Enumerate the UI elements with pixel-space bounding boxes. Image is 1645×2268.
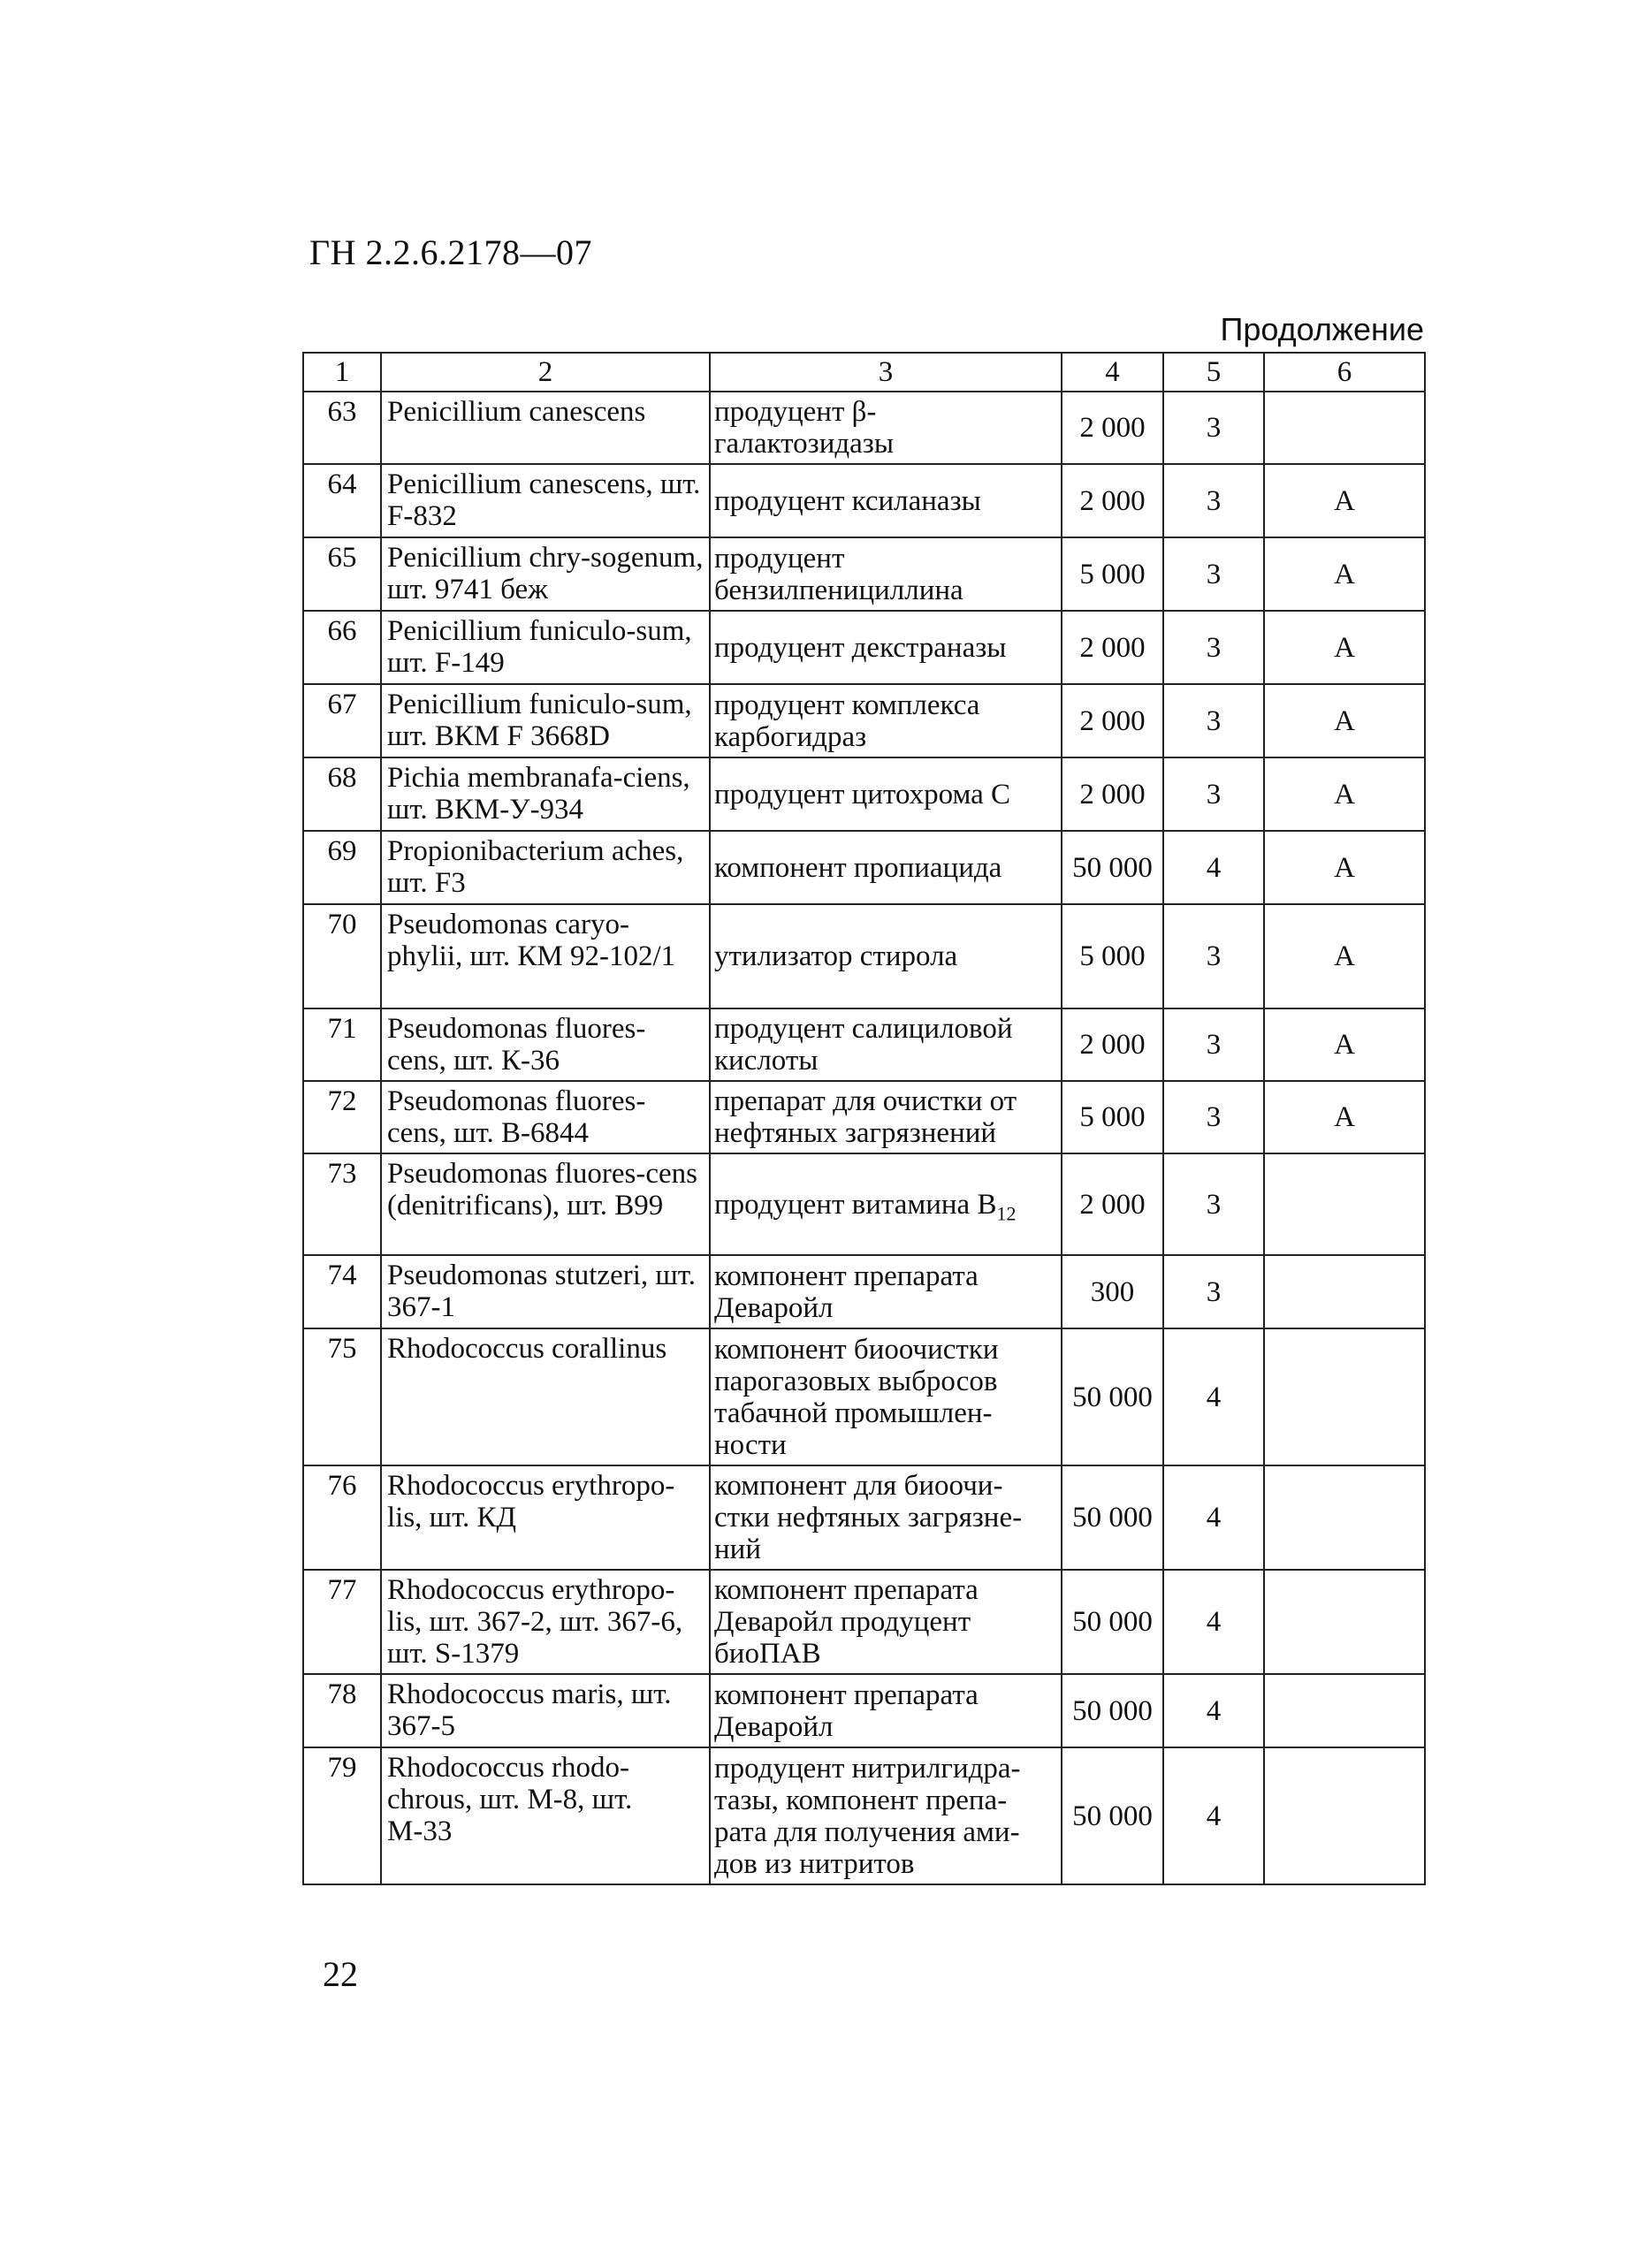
mark-cell: А: [1264, 464, 1425, 537]
value-cell: 5 000: [1062, 1081, 1163, 1153]
class-cell: 3: [1163, 684, 1264, 757]
class-cell: 4: [1163, 1465, 1264, 1570]
value-cell: 2 000: [1062, 684, 1163, 757]
organism-purpose: продуцент салициловой кислоты: [710, 1008, 1062, 1081]
class-cell: 3: [1163, 611, 1264, 684]
class-cell: 3: [1163, 757, 1264, 831]
organism-name: Pseudomonas fluores-cens (denitrificans), шт. B99: [381, 1153, 710, 1255]
mark-cell: А: [1264, 1081, 1425, 1153]
organism-purpose: продуцент декстраназы: [710, 611, 1062, 684]
class-cell: 4: [1163, 1328, 1264, 1465]
organism-name: Penicillium funiculo-sum, шт. ВКМ F 3668D: [381, 684, 710, 757]
class-cell: 3: [1163, 1008, 1264, 1081]
value-cell: 2 000: [1062, 464, 1163, 537]
organism-name: Rhodococcus erythropo-lis, шт. КД: [381, 1465, 710, 1570]
continuation-label: Продолжение: [1220, 311, 1424, 347]
organism-name: Penicillium canescens: [381, 392, 710, 464]
organism-name: Penicillium funiculo-sum, шт. F-149: [381, 611, 710, 684]
table-row: [303, 1008, 1425, 1081]
row-number: 71: [303, 1008, 381, 1081]
organism-purpose: препарат для очистки от нефтяных загрязнений: [710, 1081, 1062, 1153]
purpose-subscript: 12: [996, 1202, 1017, 1225]
class-cell: 3: [1163, 1153, 1264, 1255]
mark-cell: [1264, 1328, 1425, 1465]
mark-cell: А: [1264, 1008, 1425, 1081]
value-cell: 5 000: [1062, 537, 1163, 611]
mark-cell: [1264, 1153, 1425, 1255]
table-row: [303, 904, 1425, 1008]
organism-name: Rhodococcus erythropo-lis, шт. 367-2, шт. 367-6, шт. S-1379: [381, 1570, 710, 1674]
table-row: [303, 464, 1425, 537]
mark-cell: А: [1264, 611, 1425, 684]
value-cell: 50 000: [1062, 1328, 1163, 1465]
organism-purpose: компонент препарата Деваройл продуцент биоПАВ: [710, 1570, 1062, 1674]
table-row: [303, 1465, 1425, 1570]
organism-name: Propionibacterium aches, шт. F3: [381, 831, 710, 904]
value-cell: 300: [1062, 1255, 1163, 1328]
mark-cell: [1264, 1570, 1425, 1674]
row-number: 65: [303, 537, 381, 611]
mark-cell: А: [1264, 831, 1425, 904]
purpose-text: продуцент витамина B: [714, 1188, 997, 1221]
organism-name: Pseudomonas caryo-phylii, шт. КМ 92-102/1: [381, 904, 710, 1008]
mark-cell: А: [1264, 684, 1425, 757]
class-cell: 3: [1163, 464, 1264, 537]
page-number: 22: [323, 1954, 358, 1994]
row-number: 68: [303, 757, 381, 831]
mark-cell: [1264, 392, 1425, 464]
value-cell: 2 000: [1062, 392, 1163, 464]
column-header: 4: [1062, 353, 1163, 392]
organism-purpose: компонент для биоочи-стки нефтяных загрязне-ний: [710, 1465, 1062, 1570]
organism-purpose: продуцент бензилпенициллина: [710, 537, 1062, 611]
table-row: [303, 1328, 1425, 1465]
column-header: 1: [303, 353, 381, 392]
organism-name: Rhodococcus maris, шт. 367-5: [381, 1674, 710, 1747]
organism-purpose: продуцент цитохрома С: [710, 757, 1062, 831]
organism-purpose: продуцент комплекса карбогидраз: [710, 684, 1062, 757]
organism-name: Rhodococcus corallinus: [381, 1328, 710, 1465]
column-header: 5: [1163, 353, 1264, 392]
organism-purpose: компонент пропиацида: [710, 831, 1062, 904]
row-number: 77: [303, 1570, 381, 1674]
value-cell: 2 000: [1062, 611, 1163, 684]
class-cell: 3: [1163, 904, 1264, 1008]
row-number: 73: [303, 1153, 381, 1255]
table-header-row: [303, 353, 1425, 392]
class-cell: 3: [1163, 1255, 1264, 1328]
organism-name: Pseudomonas fluores-cens, шт. К-36: [381, 1008, 710, 1081]
class-cell: 4: [1163, 1570, 1264, 1674]
class-cell: 4: [1163, 831, 1264, 904]
table-row: [303, 1570, 1425, 1674]
organism-purpose: компонент препарата Деваройл: [710, 1255, 1062, 1328]
row-number: 69: [303, 831, 381, 904]
table-row: [303, 1747, 1425, 1884]
value-cell: 5 000: [1062, 904, 1163, 1008]
value-cell: 50 000: [1062, 831, 1163, 904]
row-number: 79: [303, 1747, 381, 1884]
class-cell: 3: [1163, 1081, 1264, 1153]
row-number: 70: [303, 904, 381, 1008]
organism-name: Pichia membranafa-ciens, шт. ВКМ-У-934: [381, 757, 710, 831]
value-cell: 50 000: [1062, 1465, 1163, 1570]
row-number: 72: [303, 1081, 381, 1153]
mark-cell: [1264, 1674, 1425, 1747]
table-row: [303, 392, 1425, 464]
table-row: [303, 611, 1425, 684]
value-cell: 2 000: [1062, 1153, 1163, 1255]
table-row: [303, 1153, 1425, 1255]
table-row: [303, 1674, 1425, 1747]
row-number: 74: [303, 1255, 381, 1328]
row-number: 63: [303, 392, 381, 464]
mark-cell: А: [1264, 757, 1425, 831]
row-number: 64: [303, 464, 381, 537]
value-cell: 2 000: [1062, 757, 1163, 831]
table-row: [303, 1255, 1425, 1328]
mark-cell: [1264, 1747, 1425, 1884]
value-cell: 50 000: [1062, 1674, 1163, 1747]
column-header: 3: [710, 353, 1062, 392]
class-cell: 4: [1163, 1747, 1264, 1884]
table-row: [303, 757, 1425, 831]
organism-purpose: продуцент β-галактозидазы: [710, 392, 1062, 464]
organism-purpose: [710, 1153, 1062, 1255]
value-cell: 50 000: [1062, 1570, 1163, 1674]
table-row: [303, 537, 1425, 611]
organism-purpose: компонент препарата Деваройл: [710, 1674, 1062, 1747]
row-number: 66: [303, 611, 381, 684]
document-code: ГН 2.2.6.2178—07: [309, 232, 593, 272]
row-number: 76: [303, 1465, 381, 1570]
table-row: [303, 684, 1425, 757]
organism-purpose: продуцент ксиланазы: [710, 464, 1062, 537]
organism-name: Rhodococcus rhodo-chrous, шт. М-8, шт. М-33: [381, 1747, 710, 1884]
column-header: 6: [1264, 353, 1425, 392]
class-cell: 3: [1163, 537, 1264, 611]
value-cell: 50 000: [1062, 1747, 1163, 1884]
mark-cell: [1264, 1465, 1425, 1570]
table-row: [303, 831, 1425, 904]
row-number: 75: [303, 1328, 381, 1465]
organism-purpose: компонент биоочистки парогазовых выбросов табачной промышлен-ности: [710, 1328, 1062, 1465]
value-cell: 2 000: [1062, 1008, 1163, 1081]
organism-purpose: продуцент нитрилгидра-тазы, компонент препа-рата для получения ами-дов из нитритов: [710, 1747, 1062, 1884]
organism-name: Penicillium canescens, шт. F-832: [381, 464, 710, 537]
mark-cell: [1264, 1255, 1425, 1328]
row-number: 67: [303, 684, 381, 757]
class-cell: 3: [1163, 392, 1264, 464]
organism-purpose: утилизатор стирола: [710, 904, 1062, 1008]
row-number: 78: [303, 1674, 381, 1747]
mark-cell: А: [1264, 904, 1425, 1008]
class-cell: 4: [1163, 1674, 1264, 1747]
organism-name: Pseudomonas fluores-cens, шт. B-6844: [381, 1081, 710, 1153]
organism-name: Penicillium chry-sogenum, шт. 9741 беж: [381, 537, 710, 611]
column-header: 2: [381, 353, 710, 392]
organisms-table: [302, 352, 1426, 1885]
table-row: [303, 1081, 1425, 1153]
mark-cell: А: [1264, 537, 1425, 611]
organism-name: Pseudomonas stutzeri, шт. 367-1: [381, 1255, 710, 1328]
